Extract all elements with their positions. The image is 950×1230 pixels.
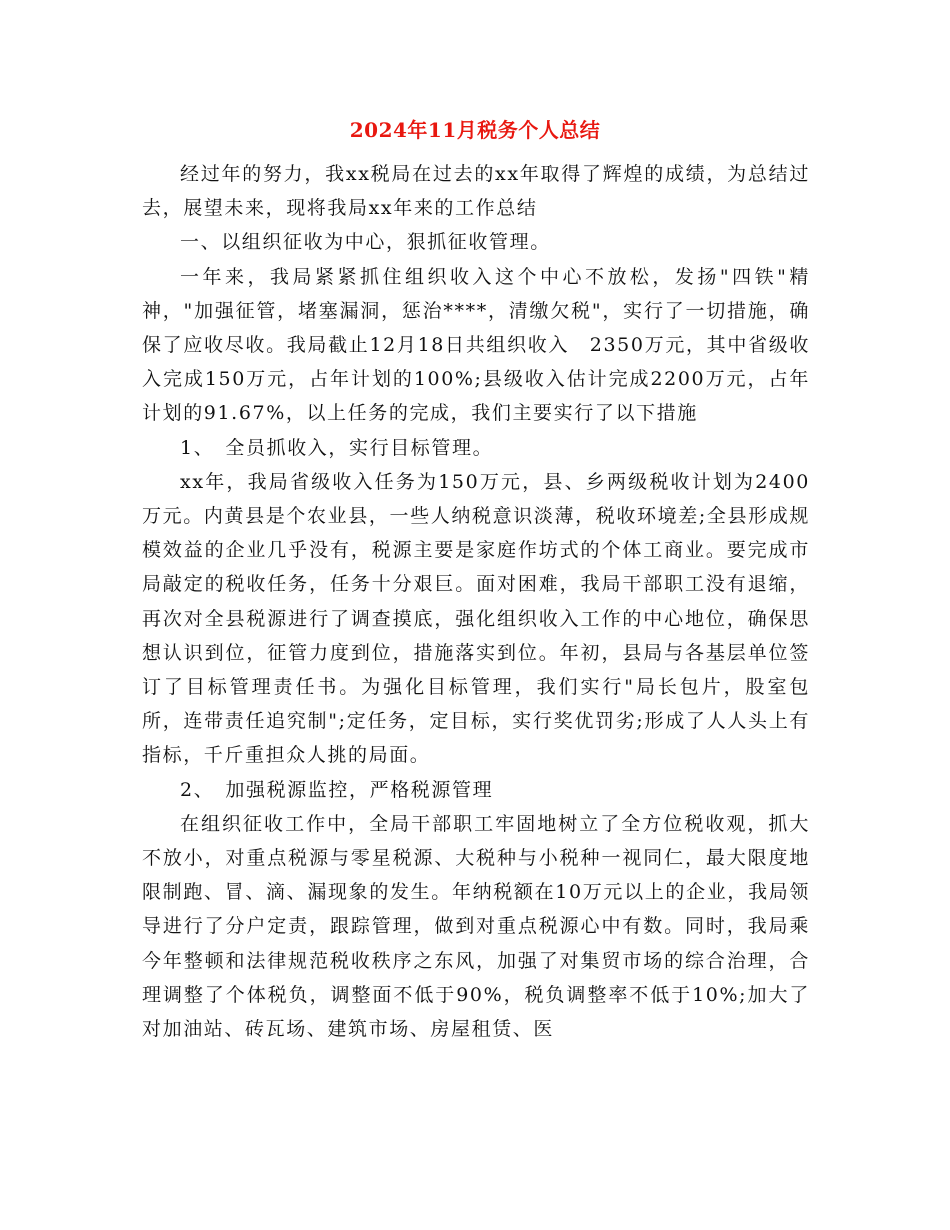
paragraph-revenue: 一年来，我局紧紧抓住组织收入这个中心不放松，发扬"四铁"精神，"加强征管，堵塞漏洞，惩治****，清缴欠税"，实行了一切措施，确保了应收尽收。我局截止12月18日共组织收入 2350万元，其中省级收入完成150万元，占年计划的100%;县级收入估计完成2200万元，占年计划的91.67%，以上任务的完成，我们主要实行了以下措施: [142, 265, 810, 425]
paragraph-target-management: xx年，我局省级收入任务为150万元，县、乡两级税收计划为2400万元。内黄县是个农业县，一些人纳税意识淡薄，税收环境差;全县形成规模效益的企业几乎没有，税源主要是家庭作坊式的个体工商业。要完成市局敲定的税收任务，任务十分艰巨。面对困难，我局干部职工没有退缩，再次对全县税源进行了调查摸底，强化组织收入工作的中心地位，确保思想认识到位，征管力度到位，措施落实到位。年初，县局与各基层单位签订了目标管理责任书。为强化目标管理，我们实行"局长包片，股室包所，连带责任追究制";定任务，定目标，实行奖优罚劣;形成了人人头上有指标，千斤重担众人挑的局面。: [142, 470, 810, 767]
subheading-2: 2、 加强税源监控，严格税源管理: [180, 778, 494, 801]
paragraph-tax-source-monitoring: 在组织征收工作中，全局干部职工牢固地树立了全方位税收观，抓大不放小，对重点税源与零星税源、大税种与小税种一视同仁，最大限度地限制跑、冒、滴、漏现象的发生。年纳税额在10万元以上的企业，我局领导进行了分户定责，跟踪管理，做到对重点税源心中有数。同时，我局乘今年整顿和法律规范税收秩序之东风，加强了对集贸市场的综合治理，合理调整了个体税负，调整面不低于90%，税负调整率不低于10%;加大了对加油站、砖瓦场、建筑市场、房屋租赁、医: [142, 812, 810, 1041]
section-heading-1: 一、以组织征收为中心，狠抓征收管理。: [180, 231, 551, 254]
subheading-1: 1、 全员抓收入，实行目标管理。: [180, 436, 494, 459]
paragraph-intro: 经过年的努力，我xx税局在过去的xx年取得了辉煌的成绩，为总结过去，展望未来，现将我局xx年来的工作总结: [142, 163, 810, 220]
document-body: [142, 157, 810, 1046]
document-title: 2024年11月税务个人总结: [349, 118, 601, 142]
